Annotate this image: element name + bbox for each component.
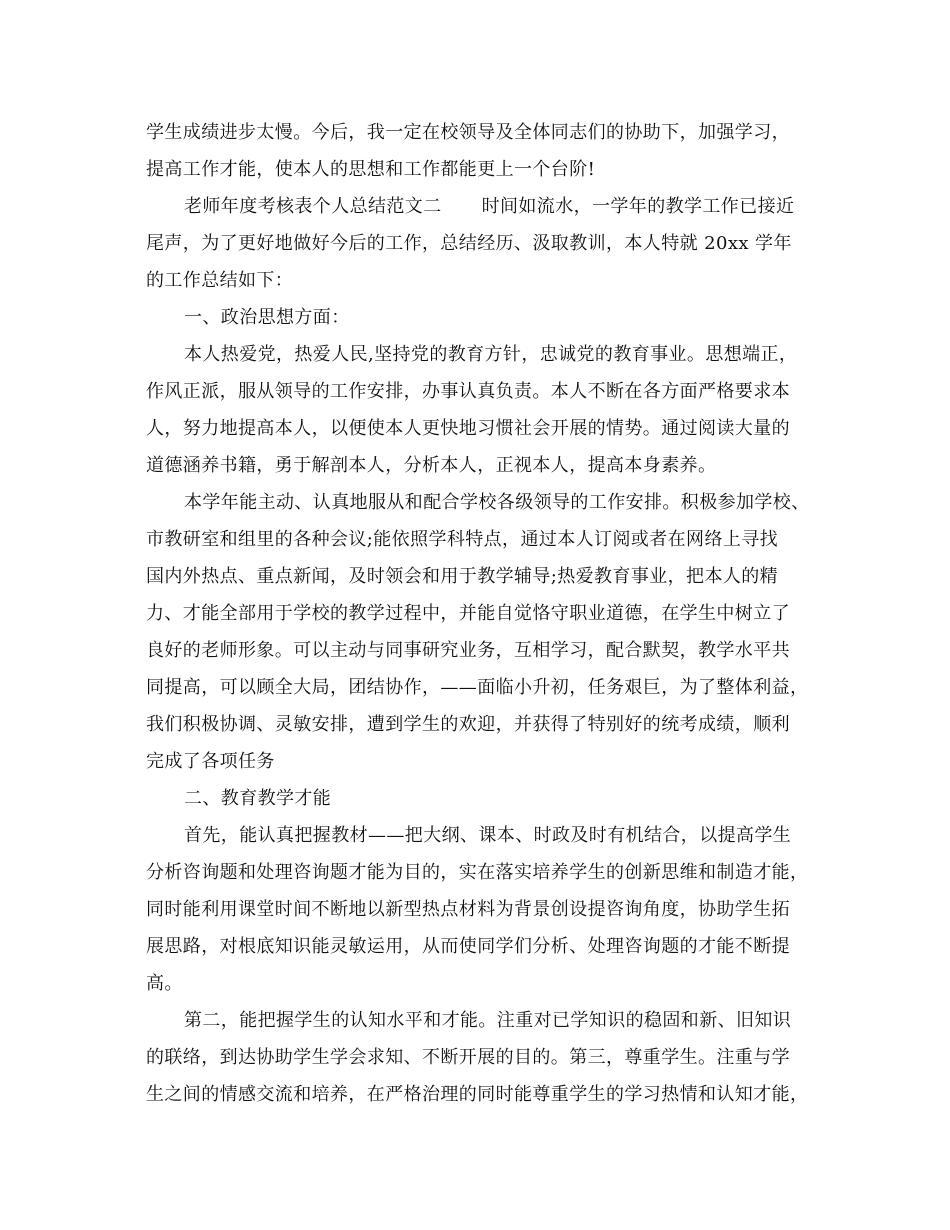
- heading-political: 一、政治思想方面：: [184, 307, 350, 328]
- text-line-22: 同时能利用课堂时间不断地以新型热点材料为背景创设提咨询角度，协助学生拓: [146, 899, 790, 920]
- text-line-3: [184, 196, 794, 218]
- text-line-10: 道德涵养书籍，勇于解剖本人，分析本人，正视本人，提高本身素养。: [146, 455, 717, 476]
- text-line-5: 的工作总结如下：: [146, 270, 294, 291]
- text-line-7: 本人热爱党，热爱人民,坚持党的教育方针，忠诚党的教育事业。思想端正，: [184, 344, 798, 365]
- text-line-24: 高。: [146, 973, 183, 994]
- text-line-15: 良好的老师形象。可以主动与同事研究业务，互相学习，配合默契，教学水平共: [146, 640, 790, 661]
- text-line-8: 作风正派，服从领导的工作安排，办事认真负责。本人不断在各方面严格要求本: [146, 381, 790, 402]
- text-line-1: 学生成绩进步太慢。今后，我一定在校领导及全体同志们的协助下，加强学习，: [146, 122, 790, 143]
- text-line-21: 分析咨询题和处理咨询题才能为目的，实在落实培养学生的创新思维和制造才能，: [146, 862, 809, 883]
- text-line-20: 首先，能认真把握教材——把大纲、课本、时政及时有机结合，以提高学生: [184, 825, 792, 846]
- text-line-25: 第二，能把握学生的认知水平和才能。注重对已学知识的稳固和新、旧知识: [184, 1010, 792, 1031]
- text-line-2: 提高工作才能，使本人的思想和工作都能更上一个台阶!: [146, 159, 596, 180]
- text-line-16: 同提高，可以顾全大局，团结协作，——面临小升初，任务艰巨，为了整体利益，: [146, 677, 809, 698]
- text-line-13: 国内外热点、重点新闻，及时领会和用于教学辅导;热爱教育事业，把本人的精: [146, 566, 779, 587]
- text-line-17: 我们积极协调、灵敏安排，遭到学生的欢迎，并获得了特别好的统考成绩，顺利: [146, 714, 790, 735]
- text-line-11: 本学年能主动、认真地服从和配合学校各级领导的工作安排。积极参加学校、: [184, 492, 810, 513]
- heading-teaching: 二、教育教学才能: [184, 788, 332, 809]
- text-line-14: 力、才能全部用于学校的教学过程中，并能自觉恪守职业道德，在学生中树立了: [146, 603, 790, 624]
- text-line-18: 完成了各项任务: [146, 751, 275, 772]
- text-line-23: 展思路，对根底知识能灵敏运用，从而使同学们分析、处理咨询题的才能不断提: [146, 936, 790, 957]
- section-title: 老师年度考核表个人总结范文二: [184, 196, 442, 217]
- text-line-27: 生之间的情感交流和培养，在严格治理的同时能尊重学生的学习热情和认知才能，: [146, 1084, 809, 1105]
- text-line-4: 尾声，为了更好地做好今后的工作，总结经历、汲取教训，本人特就 20xx 学年: [146, 233, 792, 254]
- text-line-12: 市教研室和组里的各种会议;能依照学科特点，通过本人订阅或者在网络上寻找: [146, 529, 779, 550]
- text-line-9: 人，努力地提高本人，以便使本人更快地习惯社会开展的情势。通过阅读大量的: [146, 418, 790, 439]
- text-line-3-continuation: 时间如流水，一学年的教学工作已接近: [481, 196, 795, 217]
- text-line-26: 的联络，到达协助学生学会求知、不断开展的目的。第三，尊重学生。注重与学: [146, 1047, 790, 1068]
